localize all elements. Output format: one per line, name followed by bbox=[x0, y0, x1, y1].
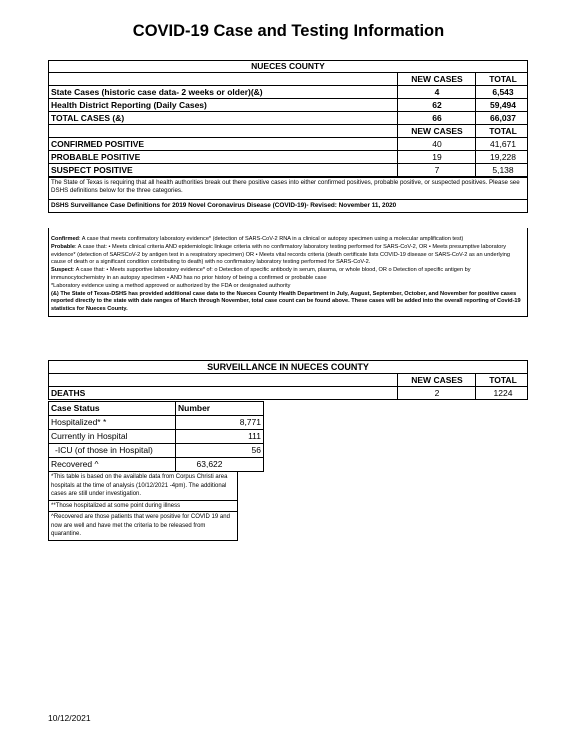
probable-text: : A case that: • Meets clinical criteria AND epidemiologic linkage criteria with no confirmatory laboratory testing performed for SARS-CoV-2, OR • Meets presumptive laboratory evidence* (detection of SARSCoV-2 by antigen test in a respiratory specimen) OR • Meets vital records criteria (death certificate lists COVID-19 disease or SARS-CoV-2 as an underlying cause of death or a significant condition contributing to death) with no confirmatory laboratory testing performed for SARS-CoV-2. bbox=[51, 243, 510, 266]
status-header-row bbox=[48, 401, 264, 416]
row-total: 19,228 bbox=[475, 151, 530, 163]
surveillance-table bbox=[48, 360, 528, 400]
row-label: PROBABLE POSITIVE bbox=[51, 152, 141, 162]
row-new: 40 bbox=[397, 138, 476, 150]
status-label: Currently in Hospital bbox=[51, 431, 128, 441]
table-header-row bbox=[49, 125, 527, 138]
total-header: TOTAL bbox=[475, 374, 530, 386]
row-new: 66 bbox=[397, 112, 476, 124]
status-header-label: Case Status bbox=[51, 403, 100, 413]
case-table bbox=[48, 60, 528, 213]
lab-note: *Laboratory evidence using a method approved or authorized by the FDA or designated authority bbox=[51, 282, 291, 289]
table-row bbox=[48, 416, 264, 430]
deaths-new: 2 bbox=[397, 387, 476, 399]
row-total: 66,037 bbox=[475, 112, 530, 124]
probable-definition bbox=[51, 244, 525, 267]
confirmed-definition bbox=[51, 236, 525, 244]
table-row bbox=[48, 458, 264, 472]
confirmed-text: : A case that meets confirmatory laboratory evidence* (detection of SARS-CoV-2 RNA in a clinical or autopsy specimen using a molecular amplification test) bbox=[78, 236, 464, 242]
hospital-data-note: *This table is based on the available data from Corpus Christi area hospitals at the time of analysis (10/12/2021 -4pm). The additional cases are still under investigation. bbox=[48, 472, 238, 501]
suspect-definition bbox=[51, 267, 525, 283]
total-header: TOTAL bbox=[475, 73, 530, 85]
recovered-note: ^Recovered are those patients that were positive for COVID 19 and now are well and have met the criteria to be released from quarantine. bbox=[48, 512, 238, 541]
table-row bbox=[49, 138, 527, 151]
row-label: Health District Reporting (Daily Cases) bbox=[51, 100, 207, 110]
table-row bbox=[49, 151, 527, 164]
status-label: Recovered ^ bbox=[51, 459, 99, 469]
total-header: TOTAL bbox=[475, 125, 530, 137]
row-total: 41,671 bbox=[475, 138, 530, 150]
new-cases-header: NEW CASES bbox=[397, 125, 476, 137]
status-value: 63,622 bbox=[175, 458, 245, 471]
new-cases-header: NEW CASES bbox=[397, 73, 476, 85]
table-row bbox=[49, 86, 527, 99]
table-header-row bbox=[49, 73, 527, 86]
footer-date: 10/12/2021 bbox=[48, 713, 91, 723]
row-total: 5,138 bbox=[475, 164, 530, 176]
status-label: Hospitalized* * bbox=[51, 417, 107, 427]
row-new: 4 bbox=[397, 86, 476, 98]
row-total: 59,494 bbox=[475, 99, 530, 111]
suspect-text: : A case that: • Meets supportive laboratory evidence* of: o Detection of specific antibody in serum, plasma, or whole blood, OR o Detection of specific antigen by immunocytochemistry in an autopsy specimen • AND has no prior history of being a confirmed or probable case bbox=[51, 267, 471, 281]
row-new: 7 bbox=[397, 164, 476, 176]
status-header-value: Number bbox=[175, 402, 263, 415]
hospitalized-note: **Those hospitalized at some point during illness bbox=[48, 501, 238, 513]
state-note: The State of Texas is requiring that all health authorities break out there positive cases into either confirmed positives, probable positive, or suspected positives. Please see DSHS definitions below for the three categories. bbox=[49, 177, 527, 199]
status-value: 56 bbox=[175, 444, 263, 457]
status-value: 8,771 bbox=[175, 416, 263, 429]
deaths-label: DEATHS bbox=[51, 388, 86, 398]
status-value: 111 bbox=[175, 430, 263, 443]
amp-note: (&) The State of Texas-DSHS has provided additional case data to the Nueces County Health Department in July, August, September, October, and November for positive cases reported directly to the state with date ranges of March through November, total case count can be found above. These cases will be added into the overall reporting of Covid-19 statistics for Nueces County. bbox=[51, 290, 521, 313]
table-row bbox=[48, 430, 264, 444]
row-label: CONFIRMED POSITIVE bbox=[51, 139, 145, 149]
suspect-label: Suspect bbox=[51, 267, 73, 274]
row-label: TOTAL CASES (&) bbox=[51, 113, 125, 123]
dshs-heading: DSHS Surveillance Case Definitions for 2019 Novel Coronavirus Disease (COVID-19)- Revised: November 11, 2020 bbox=[49, 199, 527, 212]
probable-label: Probable bbox=[51, 243, 75, 250]
table-row bbox=[49, 112, 527, 125]
status-label: -ICU (of those in Hospital) bbox=[55, 445, 153, 455]
row-label: State Cases (historic case data- 2 weeks or older)(&) bbox=[51, 87, 263, 97]
row-label: SUSPECT POSITIVE bbox=[51, 165, 133, 175]
page-title: COVID-19 Case and Testing Information bbox=[132, 22, 445, 40]
confirmed-label: Confirmed bbox=[51, 236, 79, 242]
row-new: 62 bbox=[397, 99, 476, 111]
table-row bbox=[49, 99, 527, 112]
table-header-row bbox=[49, 374, 527, 387]
case-definitions bbox=[48, 228, 528, 317]
county-header: NUECES COUNTY bbox=[49, 61, 527, 73]
row-new: 19 bbox=[397, 151, 476, 163]
deaths-row bbox=[49, 387, 527, 399]
surveillance-header: SURVEILLANCE IN NUECES COUNTY bbox=[49, 361, 527, 374]
case-status-table bbox=[48, 401, 264, 541]
table-row bbox=[48, 444, 264, 458]
row-total: 6,543 bbox=[475, 86, 530, 98]
new-cases-header: NEW CASES bbox=[397, 374, 476, 386]
table-row bbox=[49, 164, 527, 177]
deaths-total: 1224 bbox=[475, 387, 530, 399]
